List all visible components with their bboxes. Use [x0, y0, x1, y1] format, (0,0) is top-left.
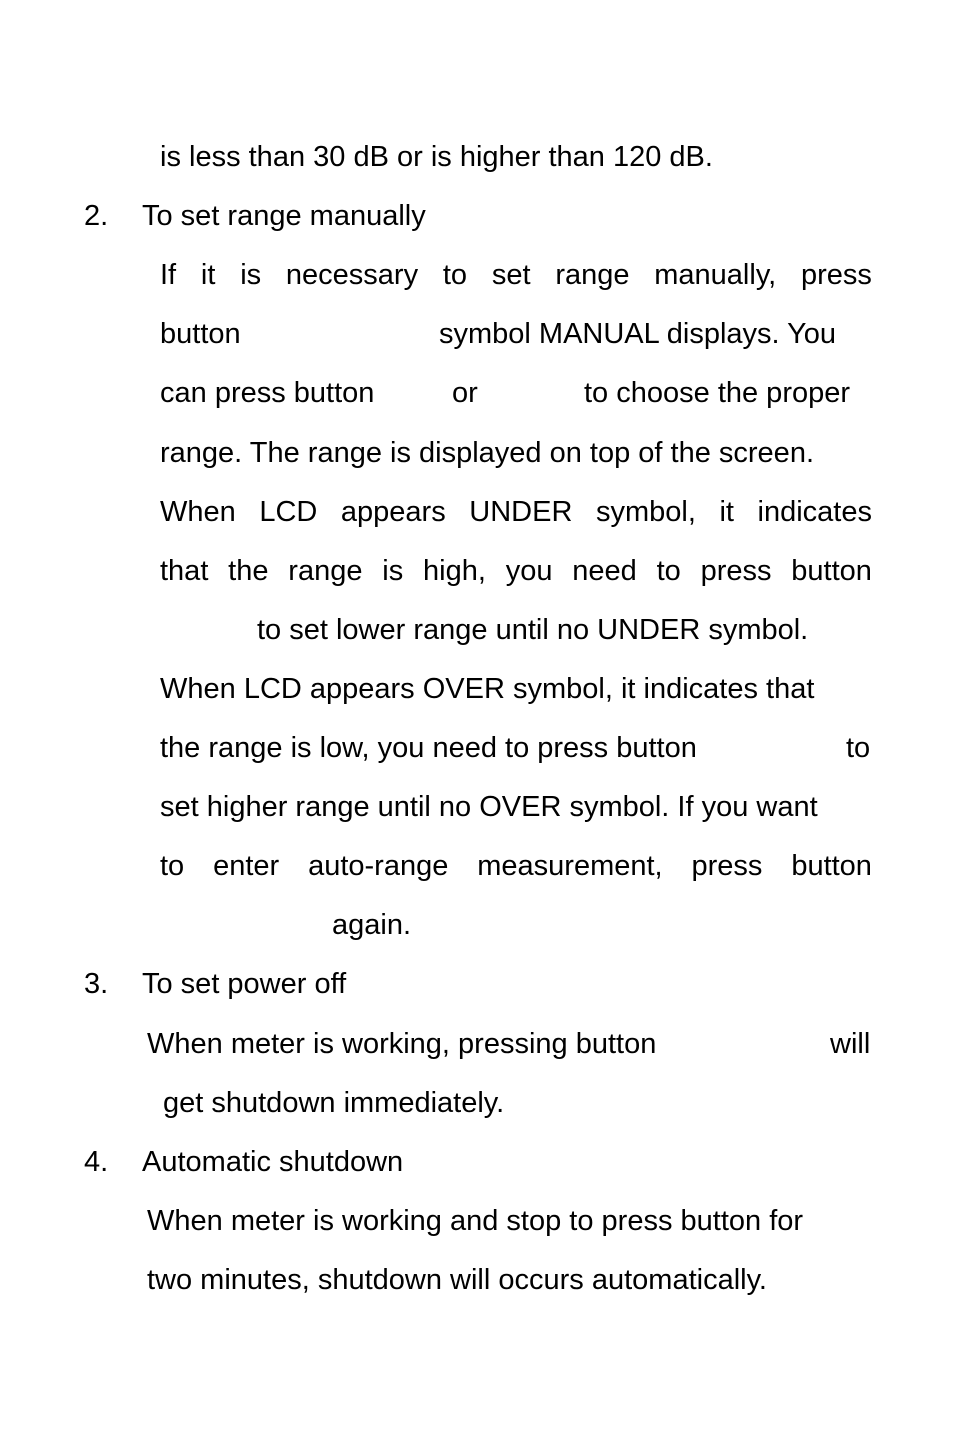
word: that	[160, 555, 209, 587]
item-heading-3: To set power off	[142, 968, 347, 1000]
word: the	[228, 555, 269, 587]
word: manually,	[654, 259, 777, 291]
word: is	[240, 259, 262, 291]
body-line: to	[846, 732, 871, 764]
item-number-4: 4.	[84, 1146, 109, 1178]
word: need	[572, 555, 637, 587]
word: auto-range	[308, 850, 449, 882]
word: appears	[340, 496, 446, 528]
word: press	[801, 259, 872, 291]
body-line: can press button	[160, 377, 375, 409]
item-heading-4: Automatic shutdown	[142, 1146, 404, 1178]
word: enter	[213, 850, 280, 882]
body-line: symbol MANUAL displays. You	[439, 318, 837, 350]
body-line: set higher range until no OVER symbol. If you want	[160, 791, 818, 823]
body-line: When LCD appears OVER symbol, it indicates that	[160, 673, 815, 705]
word: necessary	[285, 259, 419, 291]
body-line	[160, 495, 872, 529]
body-line: button	[160, 318, 241, 350]
word: LCD	[259, 496, 318, 528]
word: indicates	[757, 496, 872, 528]
word: When	[160, 496, 236, 528]
word: to	[656, 555, 681, 587]
body-line: to choose the proper	[584, 377, 851, 409]
body-line: two minutes, shutdown will occurs automatically.	[147, 1264, 767, 1296]
word: button	[791, 850, 872, 882]
body-line: When meter is working, pressing button	[147, 1028, 657, 1060]
word: If	[160, 259, 177, 291]
word: it	[719, 496, 734, 528]
word: is	[382, 555, 404, 587]
word: press	[700, 555, 772, 587]
item-heading-2: To set range manually	[142, 200, 426, 232]
word: range	[288, 555, 363, 587]
body-line: When meter is working and stop to press button for	[147, 1205, 804, 1237]
body-line: or	[452, 377, 478, 409]
continuation-text: is less than 30 dB or is higher than 120 dB.	[160, 141, 713, 173]
word: high,	[423, 555, 486, 587]
word: measurement,	[477, 850, 663, 882]
body-line: range. The range is displayed on top of the screen.	[160, 437, 815, 469]
word: button	[791, 555, 872, 587]
body-line: get shutdown immediately.	[163, 1087, 505, 1119]
word: UNDER	[469, 496, 573, 528]
word: to	[442, 259, 468, 291]
item-number-2: 2.	[84, 200, 109, 232]
body-line	[160, 258, 872, 292]
word: press	[691, 850, 763, 882]
body-line: to set lower range until no UNDER symbol.	[257, 614, 809, 646]
word: range	[555, 259, 630, 291]
body-line	[160, 849, 872, 883]
word: it	[200, 259, 216, 291]
body-line: the range is low, you need to press button	[160, 732, 697, 764]
word: you	[505, 555, 553, 587]
word: to	[160, 850, 185, 882]
body-line: will	[830, 1028, 871, 1060]
word: symbol,	[595, 496, 696, 528]
body-line: again.	[332, 909, 412, 941]
item-number-3: 3.	[84, 968, 109, 1000]
word: set	[491, 259, 531, 291]
body-line	[160, 554, 872, 588]
